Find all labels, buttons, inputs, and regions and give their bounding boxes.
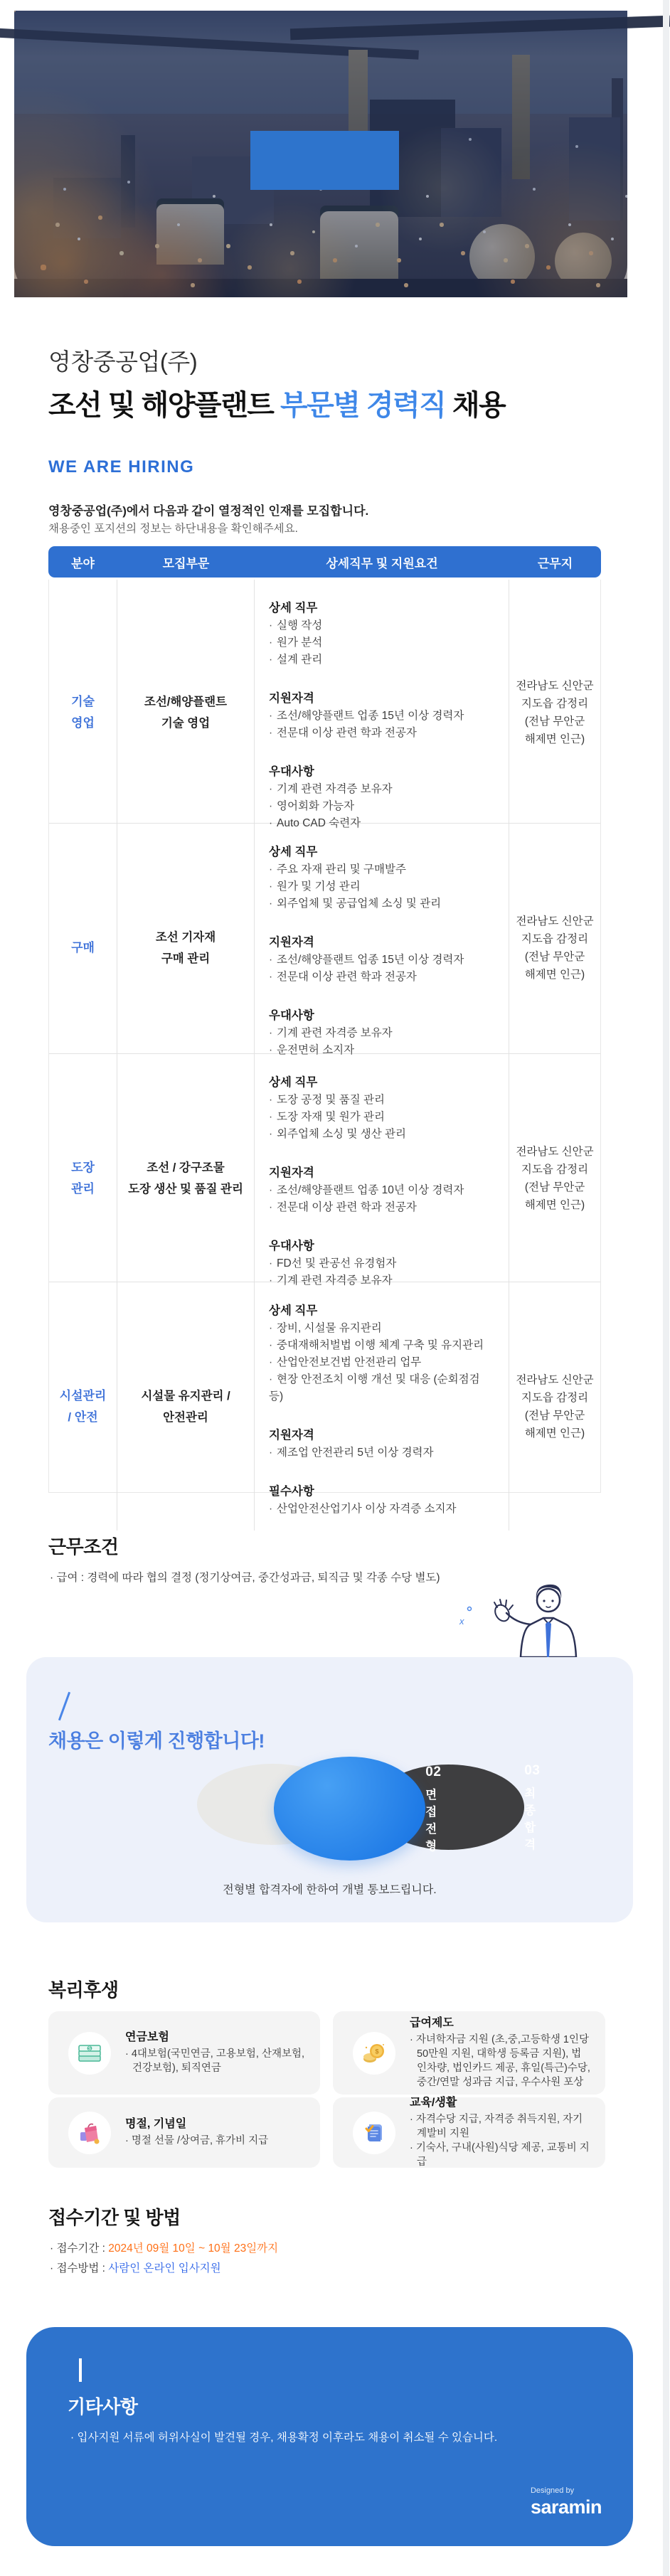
bullet-dot: · [269, 637, 273, 649]
bullet-dot: · [269, 1257, 273, 1270]
benefit-cards [48, 2011, 605, 2168]
table-body [48, 580, 601, 1515]
job-position-line: 도장 생산 및 품질 관리 [128, 1182, 243, 1196]
detail-group-title: 필수사항 [269, 1485, 314, 1498]
job-position-text [144, 691, 227, 734]
detail-group-title: 지원자격 [269, 1429, 314, 1442]
job-location-cell [509, 580, 600, 845]
job-position-cell [117, 1282, 255, 1531]
intro-sub-text: 채용중인 포지션의 정보는 하단내용을 확인해주세요. [48, 523, 298, 535]
process-step-label: 면접전형 [425, 1788, 437, 1853]
detail-item: · 기계 관련 자격증 보유자 [269, 781, 496, 798]
job-detail-cell [255, 580, 509, 845]
slash-decoration [58, 1692, 70, 1720]
bullet-dot: · [269, 1339, 273, 1351]
job-position-line: 조선 기자재 [155, 930, 216, 944]
coins-icon [353, 2032, 395, 2075]
bullet-dot: · [50, 1572, 57, 1584]
etc-heading: 기타사항 [68, 2396, 138, 2417]
job-position-line: 구매 관리 [161, 952, 211, 965]
detail-item: · 원가 분석 [269, 634, 496, 651]
work-conditions-heading: 근무조건 [48, 1536, 119, 1558]
benefit-card-text [125, 2117, 268, 2148]
detail-item: · 주요 자재 관리 및 구매발주 [269, 861, 496, 878]
detail-item: · FD선 및 관공선 유경험자 [269, 1255, 496, 1272]
detail-group-title: 우대사항 [269, 1240, 314, 1252]
bullet-dot: · [269, 1373, 273, 1385]
hero-banner [14, 11, 627, 297]
job-position-line: 시설물 유지관리 / [141, 1389, 230, 1403]
detail-group [269, 1164, 496, 1216]
designed-by-label: Designed by [530, 2486, 575, 2495]
job-position-line: 기술 영업 [161, 716, 211, 730]
benefit-card [333, 2011, 605, 2095]
bullet-dot: · [269, 817, 273, 829]
company-logo-box [250, 131, 399, 190]
svg-text:$: $ [375, 2048, 379, 2055]
consultant-eye [551, 1600, 553, 1602]
column-header-detail: 상세직무 및 지원요건 [326, 556, 438, 570]
detail-item: · 조선/해양플랜트 업종 15년 이상 경력자 [269, 952, 496, 969]
work-conditions-item [50, 1569, 440, 1585]
detail-item: · 도장 공정 및 품질 관리 [269, 1092, 496, 1109]
job-category-line: 기술 [71, 694, 95, 708]
job-position-cell [117, 824, 255, 1072]
bullet-dot: · [269, 727, 273, 739]
job-category-line: / 안전 [68, 1410, 98, 1424]
bullet-dot: · [269, 619, 273, 632]
money-stack-icon [68, 2032, 111, 2075]
we-are-hiring-clipped [48, 457, 195, 478]
process-step-label: 최종합격 [524, 1787, 536, 1851]
detail-group [269, 690, 496, 742]
svg-text:$: $ [88, 2046, 91, 2052]
job-location-line: 지도읍 감정리 [521, 932, 589, 945]
waving-hand [492, 1602, 512, 1624]
job-category-line: 시설관리 [59, 1388, 107, 1403]
bullet-dot: · [269, 783, 273, 795]
job-location-line: 전라남도 신안군 [516, 679, 594, 692]
benefit-card-line: · 자격수당 지급, 자격증 취득지원, 자기계발비 지원 [410, 2114, 583, 2139]
bullet-dot: · [269, 1111, 273, 1123]
benefits-heading: 복리후생 [48, 1979, 119, 2001]
page-title-suffix: 채용 [445, 390, 506, 421]
detail-item: · 기계 관련 자격증 보유자 [269, 1272, 496, 1289]
bullet-dot: · [269, 1503, 273, 1515]
detail-item: · 운전면허 소지자 [269, 1042, 496, 1059]
job-location-line: 지도읍 감정리 [521, 1163, 589, 1176]
detail-group-title: 상세 직무 [269, 1076, 318, 1089]
sparkle-x-mark: x [459, 1616, 464, 1627]
job-location-text [516, 1143, 593, 1214]
detail-item: · 장비, 시설물 유지관리 [269, 1320, 496, 1337]
job-detail-cell [255, 1054, 509, 1302]
job-position-text [128, 1157, 243, 1200]
detail-item: · 전문대 이상 관련 학과 전공자 [269, 725, 496, 742]
detail-item: · 기계 관련 자격증 보유자 [269, 1025, 496, 1042]
detail-item: · 조선/해양플랜트 업종 15년 이상 경력자 [269, 708, 496, 725]
benefit-card-title: 교육/생활 [410, 2097, 457, 2109]
column-header-category: 분야 [71, 556, 95, 570]
job-position-text [156, 927, 216, 969]
detail-item: · 영어회화 가능자 [269, 798, 496, 815]
apply-period-label: 접수기간 : [56, 2242, 109, 2255]
job-positions-table [48, 546, 601, 1515]
bullet-dot: · [269, 863, 273, 875]
benefit-card [333, 2097, 605, 2168]
bullet-dot: · [269, 1094, 273, 1106]
job-location-cell [509, 1282, 600, 1531]
work-conditions-text: 급여 : 경력에 따라 협의 결정 (정기상여금, 중간성과금, 퇴직금 및 각종 수당 별도) [56, 1572, 440, 1584]
apply-method-line: · 접수방법 : 사람인 온라인 입사지원 [50, 2262, 221, 2274]
detail-group [269, 763, 496, 832]
detail-item: · 설계 관리 [269, 651, 496, 669]
bullet-dot: · [269, 1274, 273, 1287]
detail-item: · 산업안전보건법 안전관리 업무 [269, 1354, 496, 1371]
job-location-line: 전라남도 신안군 [516, 1145, 594, 1158]
detail-group-title: 지원자격 [269, 936, 314, 949]
job-location-line: 지도읍 감정리 [521, 697, 589, 710]
table-header-row [48, 546, 601, 578]
job-position-cell [117, 580, 255, 845]
benefit-card-text [410, 2096, 591, 2169]
job-category-line: 도장 [71, 1160, 95, 1174]
table-row [49, 1282, 600, 1515]
detail-group [269, 1007, 496, 1059]
consultant-head [537, 1589, 560, 1612]
job-position-text [141, 1385, 230, 1428]
bullet-dot: · [269, 1044, 273, 1056]
detail-group-title: 지원자격 [269, 1166, 314, 1179]
detail-group [269, 1427, 496, 1462]
detail-group-title: 우대사항 [269, 765, 314, 778]
apply-period-value: 2024년 09월 10일 ~ 10월 23일까지 [108, 2242, 279, 2255]
bullet-dot: · [269, 898, 273, 910]
job-location-line: 전라남도 신안군 [516, 1373, 594, 1386]
table-row [49, 1054, 600, 1287]
job-location-line: 지도읍 감정리 [521, 1391, 589, 1404]
intro-bold-text: 영창중공업(주)에서 다음과 같이 열정적인 인재를 모집합니다. [48, 504, 369, 518]
consultant-illustration [455, 1579, 601, 1657]
detail-group [269, 843, 496, 912]
detail-item: · 중대재해처벌법 이행 체계 구축 및 유지관리 [269, 1337, 496, 1354]
bullet-dot: · [269, 1447, 273, 1459]
process-heading: 채용은 이렇게 진행합니다! [48, 1730, 265, 1752]
we-are-hiring-text: WE ARE HIRING [48, 457, 195, 477]
job-category-text [71, 1157, 95, 1200]
detail-item: · 외주업체 소싱 및 생산 관리 [269, 1126, 496, 1143]
job-location-line: 해제면 인근) [524, 1198, 585, 1211]
bullet-dot: · [269, 1128, 273, 1140]
job-location-cell [509, 1054, 600, 1302]
detail-group [269, 1483, 496, 1518]
benefit-card-title: 급여제도 [410, 2017, 454, 2029]
benefit-card [48, 2011, 320, 2095]
job-category-text [71, 937, 95, 959]
saramin-apply-link[interactable]: 사람인 온라인 입사지원 [108, 2262, 221, 2274]
detail-group [269, 1074, 496, 1143]
process-step-02 [274, 1757, 442, 1861]
bullet-dot: · [269, 954, 273, 966]
benefit-card-text [125, 2031, 306, 2075]
detail-group-title: 상세 직무 [269, 1304, 318, 1317]
benefit-card [48, 2097, 320, 2168]
column-header-location: 근무지 [537, 556, 573, 570]
company-name: 영창중공업(주) [48, 348, 198, 375]
process-step-number: 03 [524, 1762, 541, 1778]
benefit-card-line: · 4대보험(국민연금, 고용보험, 산재보험, 건강보험), 퇴직연금 [125, 2048, 304, 2074]
job-category-text [71, 691, 95, 734]
table-row [49, 824, 600, 1054]
job-category-line: 관리 [71, 1181, 95, 1196]
page-title-prefix: 조선 및 해양플랜트 [48, 390, 280, 421]
process-step-number: 02 [425, 1764, 442, 1779]
job-location-line: 해제면 인근) [524, 1427, 585, 1439]
job-position-cell [117, 1054, 255, 1302]
table-row [49, 580, 600, 829]
job-detail-cell [255, 824, 509, 1072]
bullet-dot: · [269, 1201, 273, 1213]
benefit-card-line: · 자녀학자금 지원 (초,중,고등학생 1인당 50만원 지원, 대학생 등록금 지원), 법인차량, 법인카드 제공, 휴일(특근)수당, 중간/연말 성과금 지급, 우수사원 포상 [410, 2034, 590, 2088]
etc-notice-box [26, 2327, 633, 2546]
saramin-credit [531, 2486, 602, 2518]
detail-group [269, 934, 496, 986]
job-location-line: 전라남도 신안군 [516, 915, 594, 927]
education-icon [353, 2112, 395, 2154]
job-location-line: 해제면 인근) [524, 968, 585, 981]
bullet-dot: · [269, 1356, 273, 1368]
detail-item: · 도장 자재 및 원가 관리 [269, 1109, 496, 1126]
detail-group-title: 상세 직무 [269, 602, 318, 614]
benefit-card-text [410, 2016, 591, 2090]
detail-group [269, 600, 496, 669]
bullet-dot: · [269, 1027, 273, 1039]
job-location-line: (전남 무안군 [524, 1181, 585, 1193]
bullet-dot: · [269, 880, 273, 893]
job-category-line: 구매 [71, 940, 95, 954]
job-category-cell [49, 824, 117, 1072]
job-category-text [60, 1385, 107, 1428]
job-location-cell [509, 824, 600, 1072]
detail-item: · Auto CAD 숙련자 [269, 815, 496, 832]
benefit-card-title: 명절, 기념일 [125, 2118, 187, 2130]
job-location-text [516, 677, 593, 748]
detail-group-title: 지원자격 [269, 692, 314, 705]
detail-item: · 산업안전산업기사 이상 자격증 소지자 [269, 1501, 496, 1518]
apply-period-line: · 접수기간 : 2024년 09월 10일 ~ 10월 23일까지 [50, 2242, 279, 2255]
page-title-highlight: 부문별 경력직 [280, 390, 446, 421]
detail-group-title: 우대사항 [269, 1009, 314, 1022]
job-position-line: 안전관리 [163, 1410, 208, 1424]
detail-item: · 실행 작성 [269, 617, 496, 634]
hiring-process-panel [26, 1657, 633, 1922]
apply-method-label: 접수방법 : [56, 2262, 109, 2274]
job-location-line: (전남 무안군 [524, 1409, 585, 1422]
job-location-line: (전남 무안군 [524, 950, 585, 963]
benefit-card-line: · 명절 선물 /상여금, 휴가비 지급 [125, 2135, 269, 2146]
consultant-arm [506, 1613, 531, 1624]
benefit-card-title: 연금보험 [125, 2031, 169, 2043]
detail-item: · 외주업체 및 공급업체 소싱 및 관리 [269, 895, 496, 912]
job-category-cell [49, 580, 117, 845]
detail-group-title: 상세 직무 [269, 846, 318, 858]
detail-item: · 원가 및 기성 관리 [269, 878, 496, 895]
consultant-eye [543, 1600, 545, 1602]
detail-item: · 전문대 이상 관련 학과 전공자 [269, 969, 496, 986]
job-location-line: 해제면 인근) [524, 733, 585, 745]
detail-item: · 현장 안전조치 이행 개선 및 대응 (순회점검 등) [269, 1371, 496, 1405]
vertical-bar-decoration [79, 2358, 82, 2382]
bullet-dot: · [269, 654, 273, 666]
column-header-position: 모집부문 [162, 556, 210, 570]
bullet-dot: · [269, 800, 273, 812]
job-location-line: (전남 무안군 [524, 715, 585, 728]
job-category-line: 영업 [71, 715, 95, 730]
detail-item: · 조선/해양플랜트 업종 10년 이상 경력자 [269, 1182, 496, 1199]
scrollbar-track[interactable] [663, 0, 669, 2576]
bullet-dot: · [269, 1322, 273, 1334]
etc-item-text: 입사지원 서류에 허위사실이 발견될 경우, 채용확정 이후라도 채용이 취소될 수 있습니다. [77, 2432, 498, 2444]
detail-item: · 전문대 이상 관련 학과 전공자 [269, 1199, 496, 1216]
job-location-text [516, 912, 593, 984]
apply-heading: 접수기간 및 방법 [48, 2207, 181, 2228]
job-detail-cell [255, 1282, 509, 1531]
job-position-line: 조선/해양플랜트 [144, 695, 228, 708]
detail-group [269, 1302, 496, 1405]
job-position-line: 조선 / 강구조물 [147, 1161, 225, 1174]
etc-item: · 입사지원 서류에 허위사실이 발견될 경우, 채용확정 이후라도 채용이 취소될 수 있습니다. [70, 2432, 498, 2444]
process-note: 전형별 합격자에 한하여 개별 통보드립니다. [223, 1884, 437, 1896]
job-location-text [516, 1371, 593, 1442]
benefit-card-line: · 기숙사, 구내(사원)식당 제공, 교통비 지급 [410, 2142, 590, 2168]
bullet-dot: · [269, 710, 273, 722]
saramin-logo: saramin [530, 2496, 602, 2518]
detail-item: · 제조업 안전관리 5년 이상 경력자 [269, 1444, 496, 1462]
job-category-cell [49, 1054, 117, 1302]
bullet-dot: · [269, 971, 273, 983]
sparkle-o-mark [468, 1607, 472, 1611]
gift-bag-icon [68, 2112, 111, 2154]
page-title [48, 383, 505, 423]
bullet-dot: · [269, 1184, 273, 1196]
job-category-cell [49, 1282, 117, 1531]
